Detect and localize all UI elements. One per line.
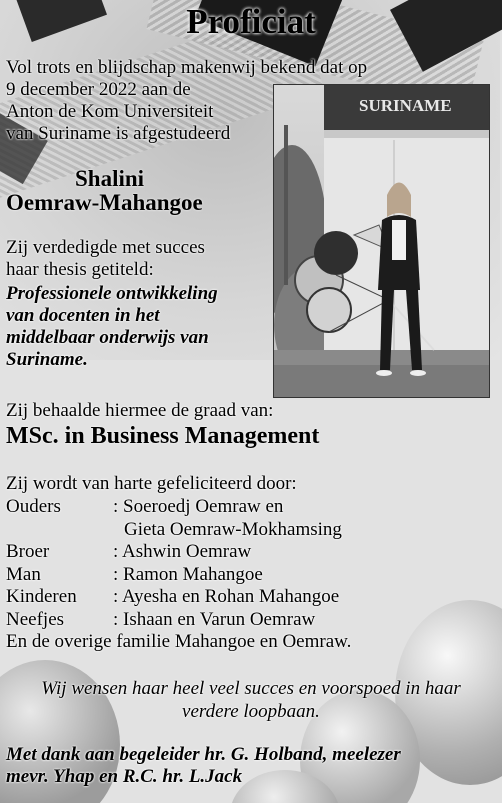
family-closing: En de overige familie Mahangoe en Oemraw. <box>6 631 352 652</box>
thesis-title-line: middelbaar onderwijs van <box>6 327 209 348</box>
page-title: Proficiat <box>186 2 316 41</box>
family-role: Ouders <box>6 496 61 517</box>
family-names: : Ayesha en Rohan Mahangoe <box>113 586 340 607</box>
family-names: : Soeroedj Oemraw en <box>113 496 284 517</box>
thanks-line: mevr. Yhap en R.C. hr. L.Jack <box>6 766 243 787</box>
thanks-line: Met dank aan begeleider hr. G. Holband, meelezer <box>6 744 401 765</box>
wishes-line: verdere loopbaan. <box>182 701 320 722</box>
family-role: Neefjes <box>6 609 65 630</box>
graduate-first-name: Shalini <box>75 166 145 191</box>
intro-line: van Suriname is afgestudeerd <box>6 123 231 144</box>
photo-sign-text: SURINAME <box>359 96 452 115</box>
thesis-title-line: Suriname. <box>6 349 88 370</box>
family-role: Man <box>6 564 41 585</box>
thesis-intro-line: Zij verdedigde met succes <box>6 237 205 258</box>
intro-line: Vol trots en blijdschap makenwij bekend dat op <box>6 57 368 78</box>
degree-title: MSc. in Business Management <box>6 423 320 449</box>
thesis-title-line: Professionele ontwikkeling <box>6 283 218 304</box>
congrats-intro: Zij wordt van harte gefeliciteerd door: <box>6 473 297 494</box>
degree-intro: Zij behaalde hiermee de graad van: <box>6 400 274 421</box>
family-names: : Ashwin Oemraw <box>113 541 252 562</box>
family-names: : Ramon Mahangoe <box>113 564 263 585</box>
family-names: : Ishaan en Varun Oemraw <box>113 609 316 630</box>
thesis-title-line: van docenten in het <box>6 305 160 326</box>
family-names: Gieta Oemraw-Mokhamsing <box>124 519 342 540</box>
intro-line: 9 december 2022 aan de <box>6 79 191 100</box>
intro-line: Anton de Kom Universiteit <box>6 101 214 122</box>
graduate-photo <box>273 84 490 398</box>
family-role: Broer <box>6 541 50 562</box>
graduate-last-name: Oemraw-Mahangoe <box>6 190 203 215</box>
family-role: Kinderen <box>6 586 77 607</box>
wishes-line: Wij wensen haar heel veel succes en voorspoed in haar <box>41 678 461 699</box>
thesis-intro-line: haar thesis getiteld: <box>6 259 154 280</box>
